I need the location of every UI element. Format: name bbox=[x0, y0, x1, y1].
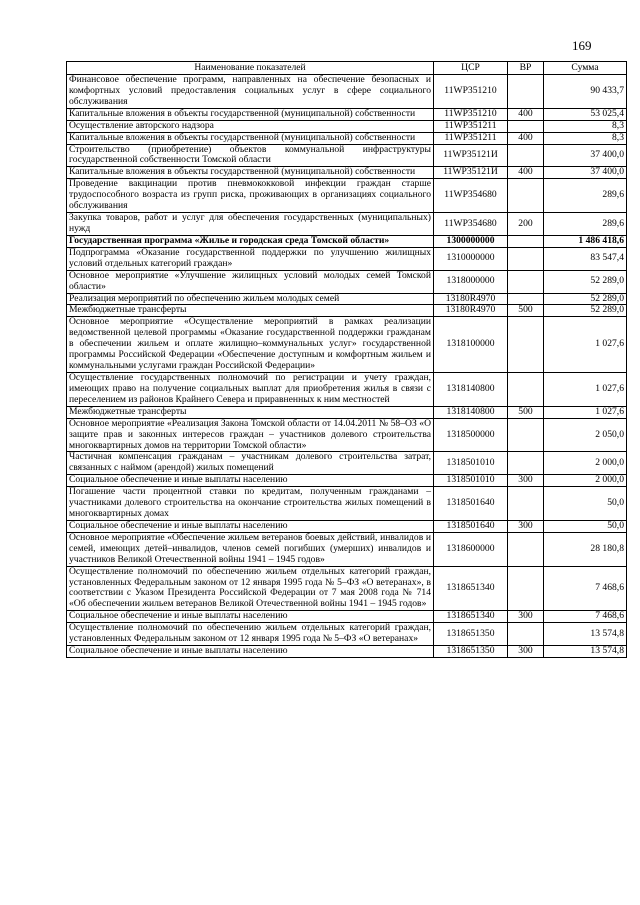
row-name-cell: Осуществление государственных полномочий по регистрации и учету граждан, имеющих право на получение социальных выплат для приобретения жилья в связи с переселением из районов Крайнего Севера и приравненных к ним местностей bbox=[67, 372, 434, 406]
row-sum-cell: 13 574,8 bbox=[544, 646, 627, 658]
row-sum-cell: 2 000,0 bbox=[544, 452, 627, 475]
row-vr-cell: 400 bbox=[508, 132, 544, 144]
row-vr-cell bbox=[508, 418, 544, 452]
row-name-cell: Социальное обеспечение и иные выплаты населению bbox=[67, 475, 434, 487]
table-row bbox=[67, 120, 627, 132]
row-vr-cell: 500 bbox=[508, 305, 544, 317]
row-name-cell: Основное мероприятие «Улучшение жилищных условий молодых семей Томской области» bbox=[67, 270, 434, 293]
row-name-cell: Строительство (приобретение) объектов коммунальной инфраструктуры государственной собственности Томской области bbox=[67, 144, 434, 167]
row-csr-cell: 1318501010 bbox=[434, 475, 508, 487]
row-csr-cell: 1318140800 bbox=[434, 372, 508, 406]
row-sum-cell: 1 486 418,6 bbox=[544, 235, 627, 247]
table-row bbox=[67, 317, 627, 373]
table-row bbox=[67, 270, 627, 293]
row-name-cell: Межбюджетные трансферты bbox=[67, 406, 434, 418]
row-csr-cell: 1300000000 bbox=[434, 235, 508, 247]
table-row bbox=[67, 623, 627, 646]
row-csr-cell: 1318501640 bbox=[434, 487, 508, 521]
table-row bbox=[67, 452, 627, 475]
row-sum-cell: 289,6 bbox=[544, 213, 627, 236]
table-header-row bbox=[67, 62, 627, 75]
row-sum-cell: 37 400,0 bbox=[544, 167, 627, 179]
row-name-cell: Государственная программа «Жилье и городская среда Томской области» bbox=[67, 235, 434, 247]
table-row bbox=[67, 235, 627, 247]
row-vr-cell bbox=[508, 566, 544, 611]
row-csr-cell: 1318140800 bbox=[434, 406, 508, 418]
row-name-cell: Социальное обеспечение и иные выплаты населению bbox=[67, 520, 434, 532]
row-vr-cell bbox=[508, 452, 544, 475]
table-row bbox=[67, 108, 627, 120]
row-vr-cell: 300 bbox=[508, 475, 544, 487]
row-csr-cell: 1318651350 bbox=[434, 646, 508, 658]
row-vr-cell bbox=[508, 235, 544, 247]
table-row bbox=[67, 475, 627, 487]
row-sum-cell: 28 180,8 bbox=[544, 532, 627, 566]
row-name-cell: Капитальные вложения в объекты государственной (муниципальной) собственности bbox=[67, 167, 434, 179]
row-vr-cell: 500 bbox=[508, 406, 544, 418]
header-csr: ЦСР bbox=[434, 62, 508, 75]
row-name-cell: Основное мероприятие «Обеспечение жильем ветеранов боевых действий, инвалидов и семей, имеющих детей–инвалидов, членов семей погибших (умерших) инвалидов и участников Великой Отечественной войны 1941 – 1945 годов» bbox=[67, 532, 434, 566]
row-sum-cell: 13 574,8 bbox=[544, 623, 627, 646]
table-row bbox=[67, 646, 627, 658]
row-name-cell: Капитальные вложения в объекты государственной (муниципальной) собственности bbox=[67, 108, 434, 120]
row-name-cell: Межбюджетные трансферты bbox=[67, 305, 434, 317]
row-csr-cell: 11WP351211 bbox=[434, 120, 508, 132]
row-name-cell: Осуществление полномочий по обеспечению жильем отдельных категорий граждан, установленных Федеральным законом от 12 января 1995 года № 5–ФЗ «О ветеранах», в соответствии с Указом Президента Российской Федерации от 7 мая 2008 года № 714 «Об обеспечении жильем ветеранов Великой Отечественной войны 1941 – 1945 годов» bbox=[67, 566, 434, 611]
row-csr-cell: 13180R4970 bbox=[434, 305, 508, 317]
row-vr-cell: 200 bbox=[508, 213, 544, 236]
row-sum-cell: 7 468,6 bbox=[544, 566, 627, 611]
row-csr-cell: 11WP351211 bbox=[434, 132, 508, 144]
row-name-cell: Проведение вакцинации против пневмококковой инфекции граждан старше трудоспособного возраста из групп риска, проживающих в организациях социального обслуживания bbox=[67, 179, 434, 213]
row-vr-cell bbox=[508, 623, 544, 646]
row-csr-cell: 11WP354680 bbox=[434, 213, 508, 236]
row-csr-cell: 1310000000 bbox=[434, 247, 508, 270]
table-row bbox=[67, 213, 627, 236]
row-name-cell: Основное мероприятие «Осуществление мероприятий в рамках реализации ведомственной целевой программы «Оказание государственной поддержки гражданам в обеспечении жильем и оплате жилищно–коммунальных услуг» государственной программы Российской Федерации «Обеспечение доступным и комфортным жильем и коммунальными услугами граждан Российской Федерации» bbox=[67, 317, 434, 373]
table-row bbox=[67, 611, 627, 623]
row-csr-cell: 11WP351210 bbox=[434, 75, 508, 109]
row-csr-cell: 11WP35121И bbox=[434, 144, 508, 167]
table-row bbox=[67, 305, 627, 317]
row-vr-cell: 300 bbox=[508, 520, 544, 532]
budget-table bbox=[66, 61, 627, 658]
row-sum-cell: 1 027,6 bbox=[544, 372, 627, 406]
table-row bbox=[67, 167, 627, 179]
row-sum-cell: 83 547,4 bbox=[544, 247, 627, 270]
table-row bbox=[67, 179, 627, 213]
row-sum-cell: 1 027,6 bbox=[544, 406, 627, 418]
row-vr-cell bbox=[508, 487, 544, 521]
row-name-cell: Частичная компенсация гражданам – участникам долевого строительства затрат, связанных с наймом (арендой) жилых помещений bbox=[67, 452, 434, 475]
table-row bbox=[67, 372, 627, 406]
row-vr-cell bbox=[508, 317, 544, 373]
row-name-cell: Финансовое обеспечение программ, направленных на обеспечение безопасных и комфортных условий предоставления социальных услуг в сфере социального обслуживания bbox=[67, 75, 434, 109]
row-vr-cell bbox=[508, 179, 544, 213]
row-name-cell: Социальное обеспечение и иные выплаты населению bbox=[67, 611, 434, 623]
row-csr-cell: 1318651340 bbox=[434, 611, 508, 623]
row-csr-cell: 1318501010 bbox=[434, 452, 508, 475]
table-row bbox=[67, 487, 627, 521]
table-row bbox=[67, 293, 627, 305]
row-sum-cell: 8,3 bbox=[544, 132, 627, 144]
row-vr-cell: 400 bbox=[508, 108, 544, 120]
row-name-cell: Основное мероприятие «Реализация Закона Томской области от 14.04.2011 № 58–ОЗ «О защите прав и законных интересов граждан – участников долевого строительства многоквартирных домов на территории Томской области» bbox=[67, 418, 434, 452]
header-name: Наименование показателей bbox=[67, 62, 434, 75]
row-name-cell: Реализация мероприятий по обеспечению жильем молодых семей bbox=[67, 293, 434, 305]
row-name-cell: Осуществление полномочий по обеспечению жильем отдельных категорий граждан, установленных Федеральным законом от 12 января 1995 года № 5–ФЗ «О ветеранах» bbox=[67, 623, 434, 646]
table-row bbox=[67, 75, 627, 109]
row-csr-cell: 1318000000 bbox=[434, 270, 508, 293]
row-name-cell: Погашение части процентной ставки по кредитам, полученным гражданами – участниками долевого строительства на окончание строительства жилых помещений в многоквартирных домах bbox=[67, 487, 434, 521]
row-sum-cell: 53 025,4 bbox=[544, 108, 627, 120]
table-row bbox=[67, 532, 627, 566]
row-vr-cell bbox=[508, 247, 544, 270]
header-vr: ВР bbox=[508, 62, 544, 75]
row-sum-cell: 2 000,0 bbox=[544, 475, 627, 487]
row-vr-cell bbox=[508, 293, 544, 305]
row-vr-cell bbox=[508, 532, 544, 566]
row-vr-cell bbox=[508, 144, 544, 167]
table-row bbox=[67, 418, 627, 452]
row-csr-cell: 1318500000 bbox=[434, 418, 508, 452]
table-row bbox=[67, 566, 627, 611]
row-sum-cell: 50,0 bbox=[544, 520, 627, 532]
header-sum: Сумма bbox=[544, 62, 627, 75]
row-csr-cell: 11WP35121И bbox=[434, 167, 508, 179]
row-vr-cell bbox=[508, 270, 544, 293]
row-sum-cell: 52 289,0 bbox=[544, 305, 627, 317]
table-row bbox=[67, 144, 627, 167]
row-vr-cell: 300 bbox=[508, 611, 544, 623]
row-sum-cell: 8,3 bbox=[544, 120, 627, 132]
row-vr-cell: 400 bbox=[508, 167, 544, 179]
row-csr-cell: 1318651340 bbox=[434, 566, 508, 611]
row-sum-cell: 2 050,0 bbox=[544, 418, 627, 452]
row-vr-cell bbox=[508, 372, 544, 406]
table-row bbox=[67, 520, 627, 532]
row-name-cell: Осуществление авторского надзора bbox=[67, 120, 434, 132]
row-vr-cell: 300 bbox=[508, 646, 544, 658]
row-sum-cell: 1 027,6 bbox=[544, 317, 627, 373]
row-name-cell: Подпрограмма «Оказание государственной поддержки по улучшению жилищных условий отдельных категорий граждан» bbox=[67, 247, 434, 270]
table-row bbox=[67, 406, 627, 418]
row-sum-cell: 37 400,0 bbox=[544, 144, 627, 167]
row-vr-cell bbox=[508, 75, 544, 109]
table-body bbox=[67, 75, 627, 658]
row-vr-cell bbox=[508, 120, 544, 132]
row-name-cell: Социальное обеспечение и иные выплаты населению bbox=[67, 646, 434, 658]
row-sum-cell: 52 289,0 bbox=[544, 270, 627, 293]
row-sum-cell: 52 289,0 bbox=[544, 293, 627, 305]
row-csr-cell: 11WP354680 bbox=[434, 179, 508, 213]
row-sum-cell: 7 468,6 bbox=[544, 611, 627, 623]
row-csr-cell: 11WP351210 bbox=[434, 108, 508, 120]
row-csr-cell: 1318651350 bbox=[434, 623, 508, 646]
row-sum-cell: 90 433,7 bbox=[544, 75, 627, 109]
row-name-cell: Закупка товаров, работ и услуг для обеспечения государственных (муниципальных) нужд bbox=[67, 213, 434, 236]
table-row bbox=[67, 247, 627, 270]
page-number: 169 bbox=[572, 38, 592, 53]
row-csr-cell: 13180R4970 bbox=[434, 293, 508, 305]
row-sum-cell: 289,6 bbox=[544, 179, 627, 213]
row-csr-cell: 1318600000 bbox=[434, 532, 508, 566]
table-row bbox=[67, 132, 627, 144]
row-csr-cell: 1318100000 bbox=[434, 317, 508, 373]
row-name-cell: Капитальные вложения в объекты государственной (муниципальной) собственности bbox=[67, 132, 434, 144]
row-csr-cell: 1318501640 bbox=[434, 520, 508, 532]
row-sum-cell: 50,0 bbox=[544, 487, 627, 521]
